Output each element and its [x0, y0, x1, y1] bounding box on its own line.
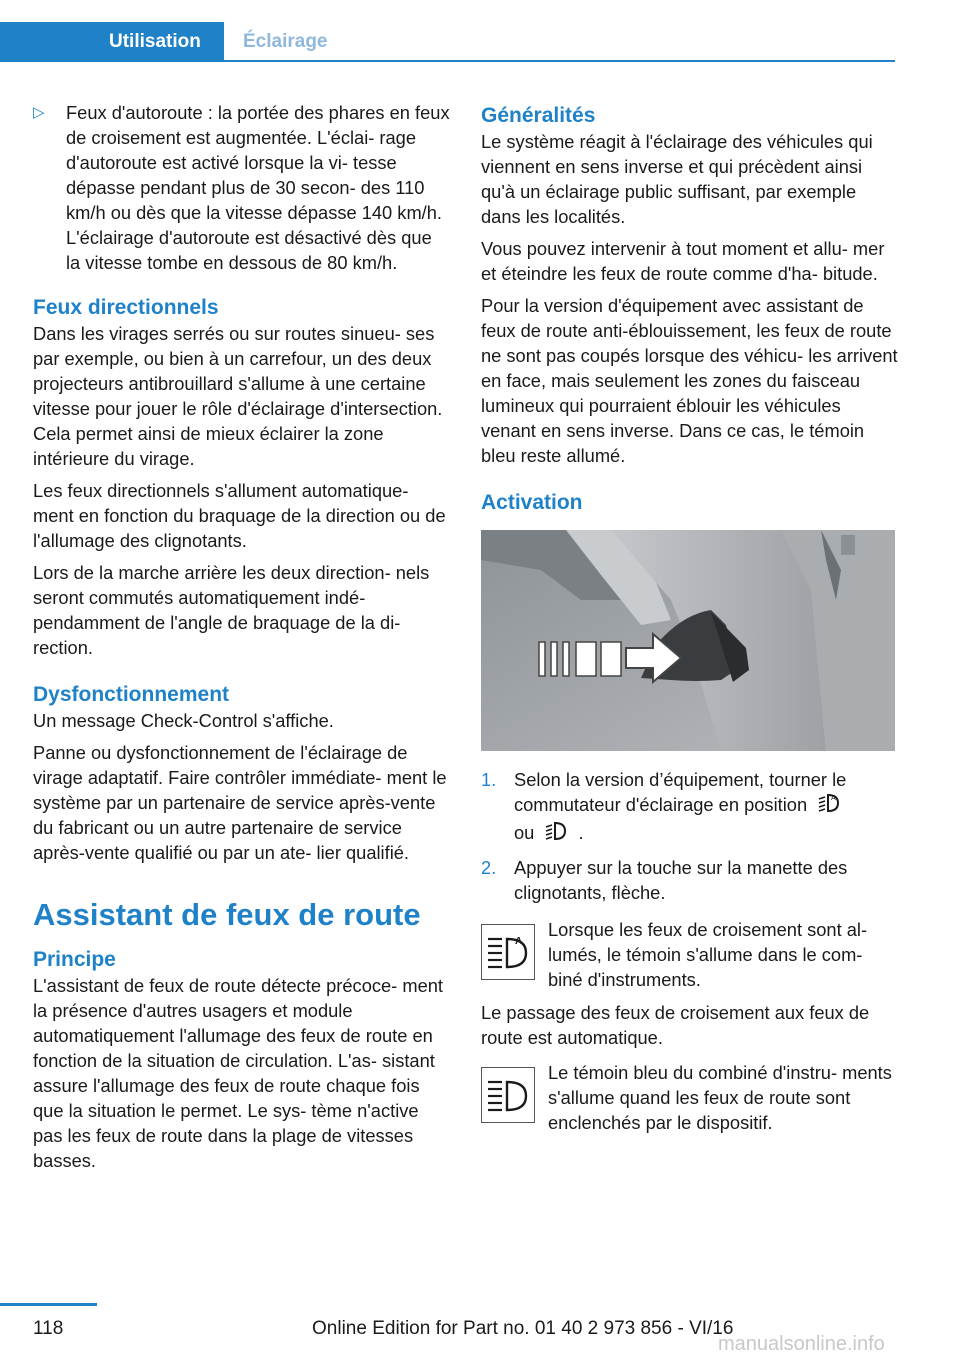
high-beam-indicator-icon [481, 1067, 535, 1123]
turn-signal-stalk-photo [481, 530, 895, 751]
paragraph: L'assistant de feux de route détecte précoce- ment la présence d'autres usagers et module automatiquement l'allumage des feux de route en fonction de la situation de circulation. L'as- sistant assure l'allumage des feux de route chaque fois que la situation le permet. Le sys- tème n'active pas les feux de route dans la plage de vitesses basses. [33, 975, 443, 1171]
svg-text:A: A [515, 936, 523, 947]
paragraph: Panne ou dysfonctionnement de l'éclairage de virage adaptatif. Faire contrôler immédiate- ment le système par un partenaire de service après-vente du fabricant ou un autre partenaire de service après-vente qualifié ou par un ate- lier qualifié. [33, 742, 447, 863]
step-text-a: Selon la version d’équipement, tourner le commutateur d'éclairage en position [514, 769, 847, 815]
watermark: manualsonline.info [718, 1333, 885, 1355]
step-item [481, 855, 899, 905]
footer-rule [0, 1303, 97, 1306]
page-number: 118 [33, 1318, 64, 1339]
heading-feux-directionnels: Feux directionnels [33, 296, 219, 319]
triangle-bullet-icon: ▷ [33, 104, 45, 121]
heading-principe: Principe [33, 948, 116, 971]
svg-text:A: A [831, 795, 836, 802]
note-text: Lorsque les feux de croisement sont al- lumés, le témoin s'allume dans le com- biné d'instruments. [548, 919, 868, 990]
edition-text: Online Edition for Part no. 01 40 2 973 856 - VI/16 [312, 1318, 734, 1339]
paragraph: Vous pouvez intervenir à tout moment et allu- mer et éteindre les feux de route comme d'ha- bitude. [481, 238, 885, 284]
section-tab: Utilisation [0, 22, 224, 62]
left-column [33, 100, 451, 1180]
paragraph: Lors de la marche arrière les deux direction- nels seront commutés automatiquement indé- pendamment de l'angle de braquage de la di- rection. [33, 562, 430, 658]
paragraph: Pour la version d'équipement avec assistant de feux de route anti-éblouissement, les feux de route ne sont pas coupés lorsque des véhicu- les arrivent en face, mais seulement les zones du faisceau lumineux qui pourraient éblouir les véhicules venant en sens inverse. Dans ce cas, le témoin bleu reste allumé. [481, 295, 898, 466]
paragraph: Le passage des feux de croisement aux feux de route est automatique. [481, 1002, 870, 1048]
heading-activation: Activation [481, 491, 583, 514]
paragraph: Dans les virages serrés ou sur routes sinueu- ses par exemple, ou bien à un carrefour, un des deux projecteurs antibrouillard s'allume à une certaine vitesse pour jouer le rôle d'éclairage d'intersection. Cela permet ainsi de mieux éclairer la zone intérieure du virage. [33, 323, 443, 469]
note-text: Le témoin bleu du combiné d'instru- ments s'allume quand les feux de route sont enclenchés par le dispositif. [548, 1062, 892, 1133]
bullet-item [33, 100, 451, 275]
automatic-headlight-icon [816, 792, 842, 820]
heading-dysfonctionnement: Dysfonctionnement [33, 683, 230, 706]
paragraph: Un message Check-Control s'affiche. [33, 710, 334, 731]
indicator-note [481, 1060, 899, 1135]
paragraph: Les feux directionnels s'allument automatique- ment en fonction du braquage de la direction ou de l'allumage des clignotants. [33, 480, 446, 551]
low-beam-icon [543, 820, 569, 848]
heading-generalites: Généralités [481, 104, 596, 127]
step-number: 1. [481, 769, 497, 790]
step-number: 2. [481, 857, 497, 878]
page-header [0, 22, 895, 62]
header-rule [224, 60, 895, 62]
stalk-illustration [481, 530, 895, 751]
paragraph: Le système réagit à l'éclairage des véhicules qui viennent en sens inverse et qui précèdent ainsi qu'à un éclairage public suffisant, par exemple dans les localités. [481, 131, 873, 227]
step-text: Appuyer sur la touche sur la manette des clignotants, flèche. [514, 857, 848, 903]
step-item [481, 767, 899, 848]
step-text-b: ou [514, 822, 535, 843]
high-beam-assistant-indicator-icon [481, 924, 535, 980]
heading-assistant: Assistant de feux de route [33, 897, 421, 932]
step-text [514, 767, 899, 848]
step-text-c: . [578, 822, 584, 843]
indicator-note [481, 917, 899, 992]
bullet-text: Feux d'autoroute : la portée des phares en feux de croisement est augmentée. L'éclai- rage d'autoroute est activé lorsque la vi- tesse dépasse pendant plus de 30 secon- des 110 km/h ou dès que la vitesse dépasse 140 km/h. L'éclairage d'autoroute est désactivé dès que la vitesse tombe en dessous de 80 km/h. [66, 102, 450, 273]
subsection-tab: Éclairage [224, 22, 895, 62]
right-column [481, 100, 899, 1143]
